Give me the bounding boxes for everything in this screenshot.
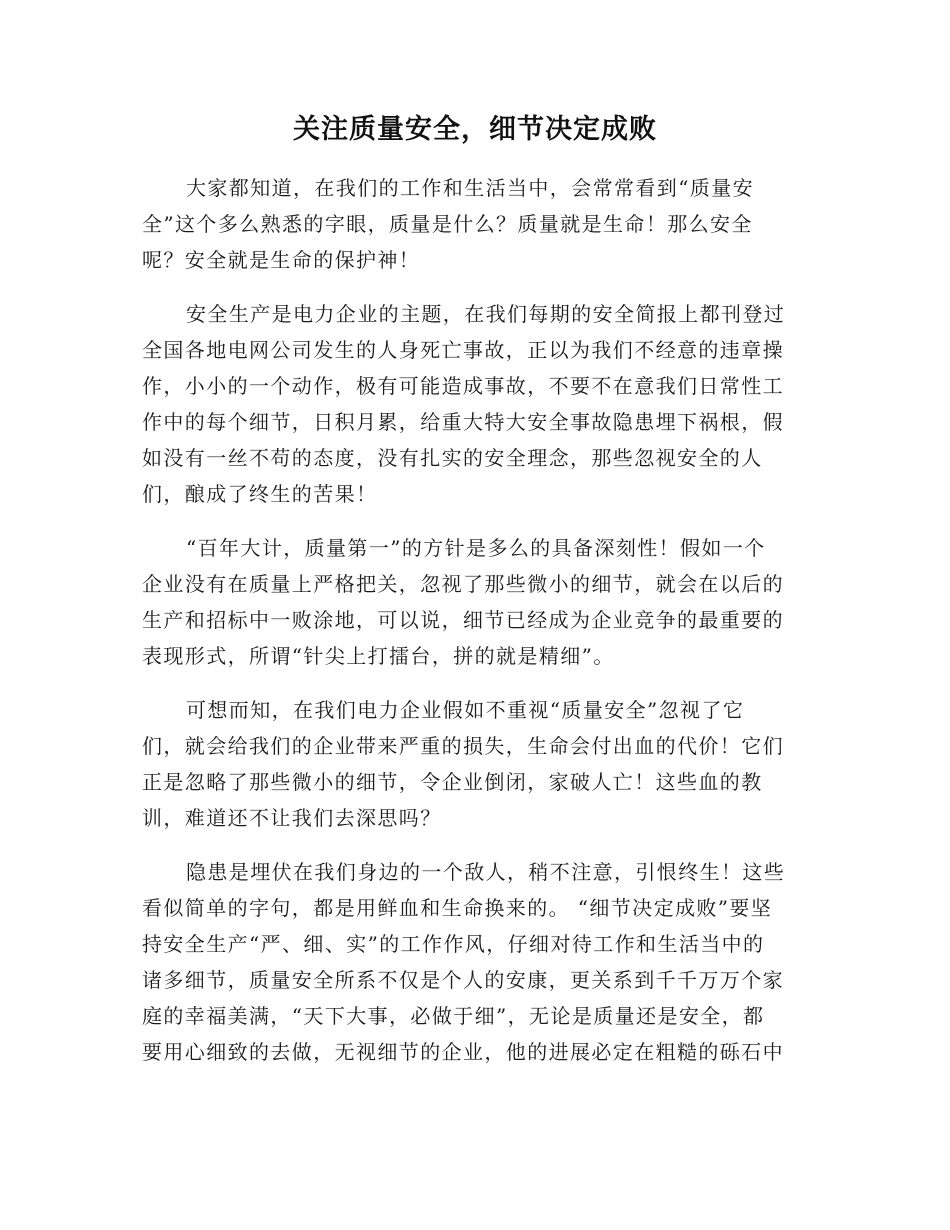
paragraph-line: 大家都知道，在我们的工作和生活当中，会常常看到“质量安 xyxy=(186,176,755,200)
paragraph-line: 们，酿成了终生的苦果！ xyxy=(142,482,378,506)
paragraph-line: 正是忽略了那些微小的细节，令企业倒闭，家破人亡！这些血的教 xyxy=(142,770,763,794)
paragraph xyxy=(142,530,802,674)
paragraph xyxy=(142,296,802,512)
paragraph-line: 企业没有在质量上严格把关，忽视了那些微小的细节，就会在以后的 xyxy=(142,572,784,596)
paragraph-line: 庭的幸福美满，“天下大事，必做于细”，无论是质量还是安全，都 xyxy=(142,1004,765,1028)
paragraph-line: 全”这个多么熟悉的字眼，质量是什么？质量就是生命！那么安全 xyxy=(142,212,753,236)
paragraph-line: 诸多细节，质量安全所系不仅是个人的安康，更关系到千千万万个家 xyxy=(142,968,784,992)
document-title: 关注质量安全，细节决定成败 xyxy=(293,114,657,145)
paragraph-line: 作中的每个细节，日积月累，给重大特大安全事故隐患埋下祸根，假 xyxy=(142,410,784,434)
paragraph-line: “百年大计，质量第一”的方针是多么的具备深刻性！假如一个 xyxy=(186,536,766,560)
paragraph-line: 全国各地电网公司发生的人身死亡事故，正以为我们不经意的违章操 xyxy=(142,338,784,362)
paragraph-line: 表现形式，所谓“针尖上打擂台，拼的就是精细”。 xyxy=(142,644,615,668)
paragraph-line: 如没有一丝不苟的态度，没有扎实的安全理念，那些忽视安全的人 xyxy=(142,446,763,470)
paragraph-line: 们，就会给我们的企业带来严重的损失，生命会付出血的代价！它们 xyxy=(142,734,784,758)
paragraph xyxy=(142,854,802,1070)
paragraph-line: 安全生产是电力企业的主题，在我们每期的安全简报上都刊登过 xyxy=(186,302,786,326)
paragraph-line: 要用心细致的去做，无视细节的企业，他的进展必定在粗糙的砾石中 xyxy=(142,1040,784,1064)
paragraph xyxy=(142,170,802,278)
paragraph-line: 可想而知，在我们电力企业假如不重视“质量安全”忽视了它 xyxy=(186,698,745,722)
paragraph-line: 作，小小的一个动作，极有可能造成事故，不要不在意我们日常性工 xyxy=(142,374,784,398)
paragraph-line: 看似简单的字句，都是用鲜血和生命换来的。 “细节决定成败”要坚 xyxy=(142,896,773,920)
paragraph-line: 训，难道还不让我们去深思吗？ xyxy=(142,806,442,830)
paragraph-line: 持安全生产“严、细、实”的工作作风，仔细对待工作和生活当中的 xyxy=(142,932,765,956)
paragraph-line: 隐患是埋伏在我们身边的一个敌人，稍不注意，引恨终生！这些 xyxy=(186,860,786,884)
document-body xyxy=(142,170,802,1088)
paragraph-line: 生产和招标中一败涂地，可以说，细节已经成为企业竞争的最重要的 xyxy=(142,608,784,632)
paragraph-line: 呢？安全就是生命的保护神！ xyxy=(142,248,421,272)
paragraph xyxy=(142,692,802,836)
